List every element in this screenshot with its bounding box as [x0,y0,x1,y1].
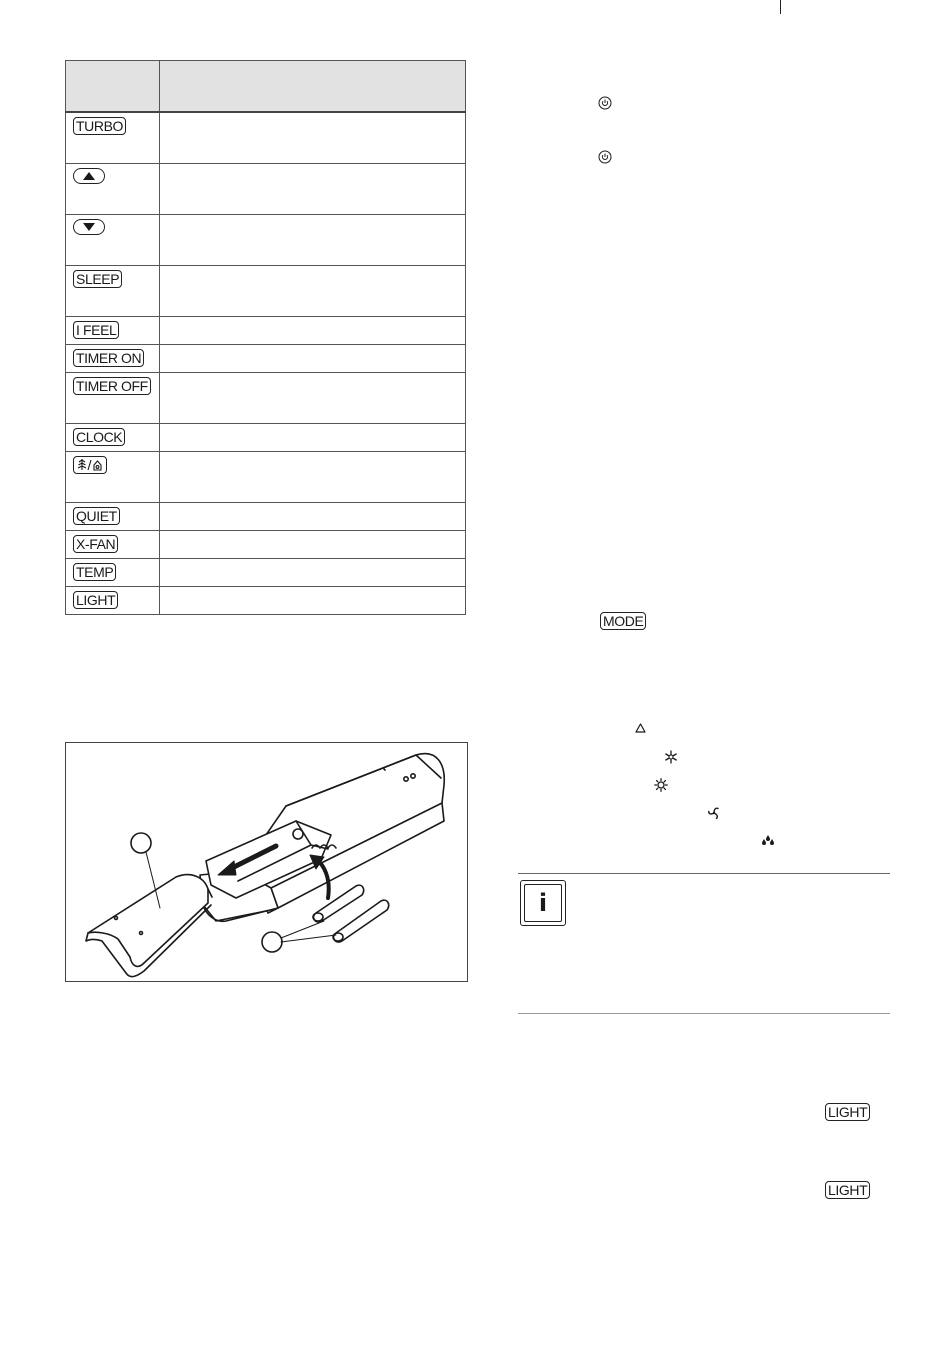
info-rule-bottom [518,1013,890,1014]
fan-mode-icon [707,806,721,820]
heat-mode-icon [654,778,668,792]
dry-mode-icon [761,834,775,846]
table-row [66,452,466,503]
table-cell-button [66,373,160,424]
triangle-down-icon [73,219,105,235]
table-cell-function [160,164,466,215]
table-cell-button [66,503,160,531]
table-cell-button [66,452,160,503]
table-cell-function [160,317,466,345]
power-icon [598,150,612,164]
table-cell-button [66,345,160,373]
table-row [66,424,466,452]
table-row [66,266,466,317]
keycap-label: CLOCK [73,428,125,446]
light-key: LIGHT [825,1103,870,1121]
table-cell-button [66,215,160,266]
table-row [66,112,466,164]
table-row [66,345,466,373]
table-header-row [66,61,466,113]
battery-figure [65,742,468,982]
table-cell-function [160,345,466,373]
table-cell-function [160,266,466,317]
table-cell-button [66,112,160,164]
auto-mode-icon [634,722,647,734]
table-row [66,164,466,215]
power-icon [598,96,612,110]
table-cell-function [160,452,466,503]
table-row [66,531,466,559]
light-key: LIGHT [825,1181,870,1199]
table-row [66,559,466,587]
table-cell-button [66,531,160,559]
table-cell-button [66,317,160,345]
table-row [66,317,466,345]
table-cell-function [160,587,466,615]
table-cell-function [160,503,466,531]
keycap-label: X-FAN [73,535,118,553]
table-header-button [66,61,160,113]
info-rule-top [518,873,890,874]
table-header-function [160,61,466,113]
table-row [66,373,466,424]
table-cell-button [66,164,160,215]
keycap-label: LIGHT [73,591,118,609]
keycap-label: TIMER OFF [73,377,151,395]
table-row [66,215,466,266]
table-cell-function [160,559,466,587]
info-icon-letter: i [524,884,562,922]
table-cell-button [66,266,160,317]
table-cell-button [66,587,160,615]
keycap-label: SLEEP [73,270,122,288]
mode-key: MODE [600,612,646,630]
keycap-label: QUIET [73,507,120,525]
table-cell-button [66,424,160,452]
table-row [66,503,466,531]
keycap-label: I FEEL [73,321,119,339]
table-cell-function [160,531,466,559]
table-row [66,587,466,615]
table-cell-function [160,112,466,164]
keycap-label: TURBO [73,117,126,135]
buttons-table [65,60,466,615]
keycap-label: TIMER ON [73,349,144,367]
triangle-up-icon [73,168,105,184]
table-cell-button [66,559,160,587]
remote-battery-insertion-illustration [66,743,467,981]
info-icon [520,880,566,926]
table-cell-function [160,373,466,424]
cool-mode-icon [664,750,678,764]
keycap-label: TEMP [73,563,116,581]
table-cell-function [160,215,466,266]
fold-mark [780,0,781,14]
table-cell-function [160,424,466,452]
table-body [66,112,466,615]
health-air-icon [73,456,107,474]
